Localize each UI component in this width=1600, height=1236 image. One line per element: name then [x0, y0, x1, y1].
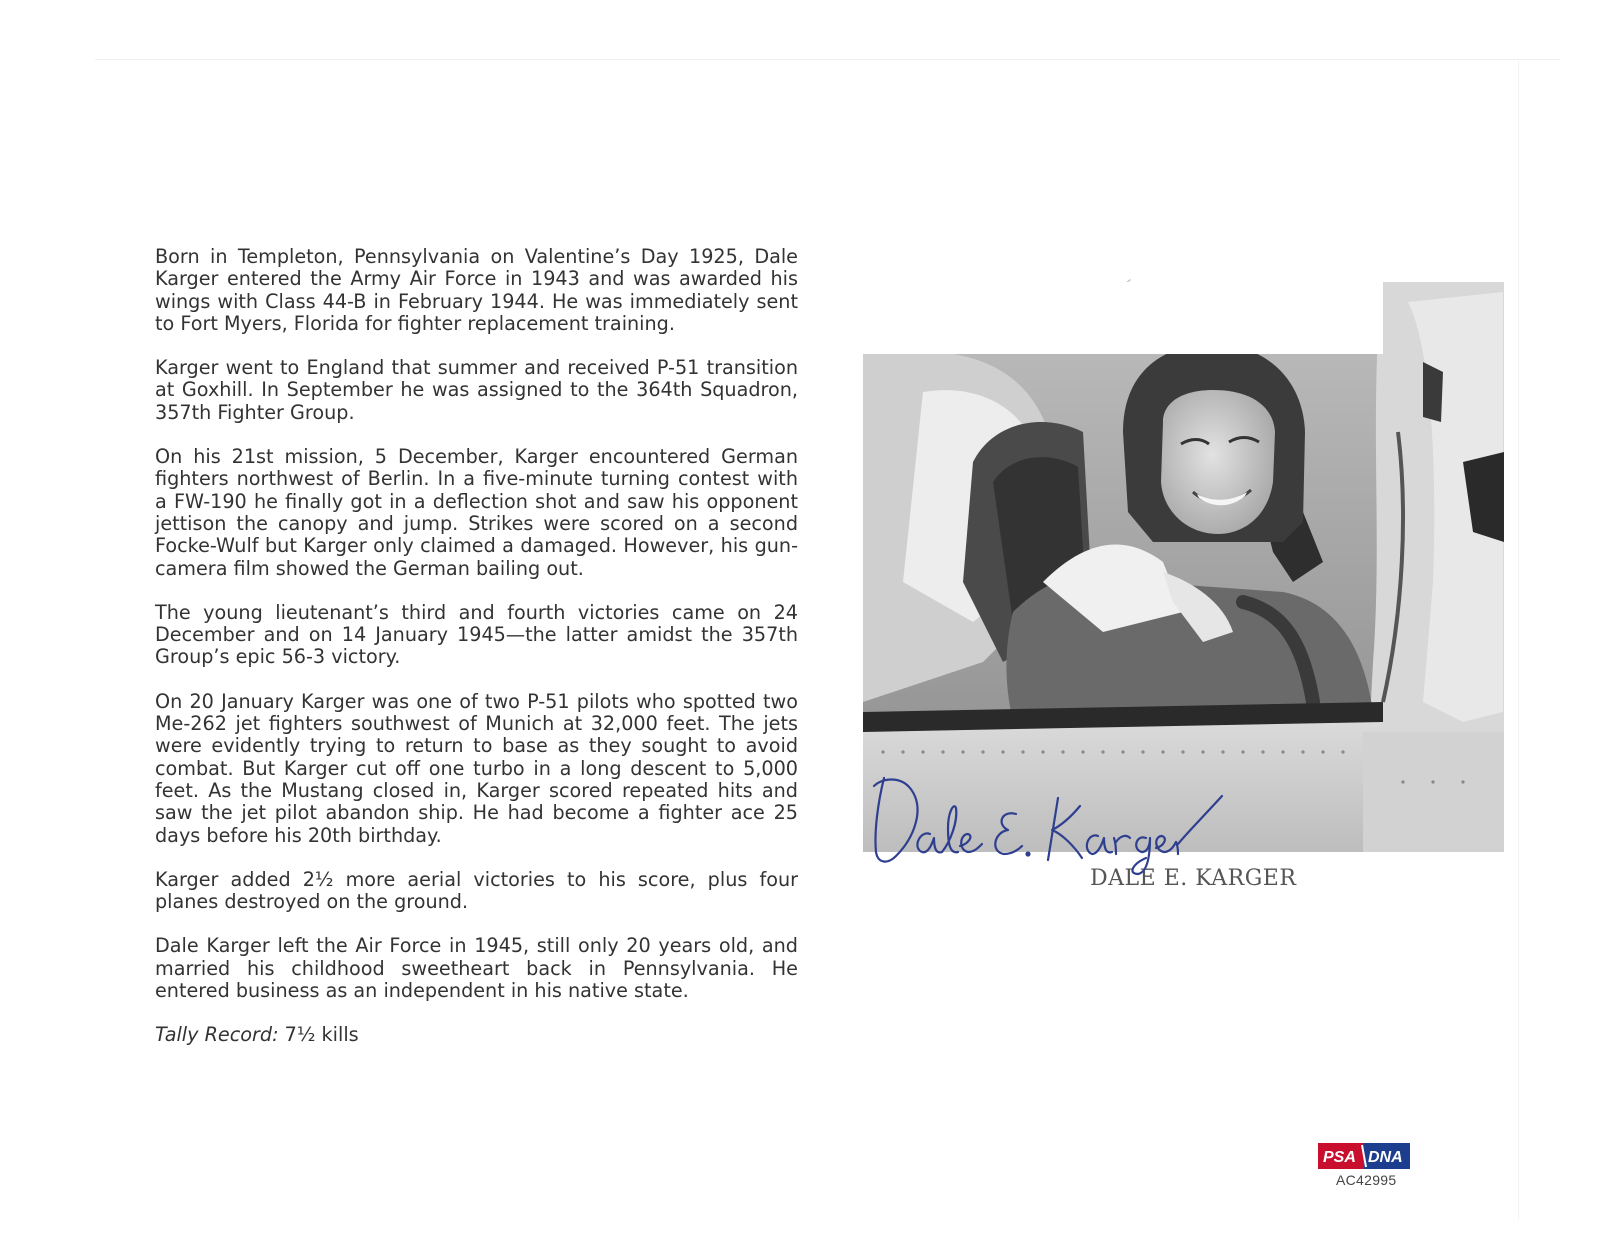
pilot-photo — [863, 282, 1504, 852]
bio-paragraph-1: Born in Templeton, Pennsylvania on Valentine’s Day 1925, Dale Karger entered the Army Air Force in 1943 and was awarded his wings with Class 44-B in February 1944. He was immediately sent to Fort Myers, Florida for fighter replacement training. — [155, 245, 798, 335]
psa-dna-logo — [1318, 1143, 1410, 1169]
photo-caption: DALE E. KARGER — [1090, 866, 1297, 891]
right-divider — [1518, 60, 1519, 1220]
tally-label: Tally Record: — [155, 1023, 279, 1047]
bio-paragraph-5: On 20 January Karger was one of two P-51 pilots who spotted two Me-262 jet fighters southwest of Munich at 32,000 feet. The jets were evidently trying to return to base as they sought to avoid combat. But Karger cut off one turbo in a long descent to 5,000 feet. As the Mustang closed in, Karger scored repeated hits and saw the jet pilot abandon ship. He had become a fighter ace 25 days before his 20th birthday. — [155, 689, 798, 847]
bio-paragraph-4: The young lieutenant’s third and fourth victories came on 24 December and on 14 January 1945—the latter amidst the 357th Group’s epic 56-3 victory. — [155, 600, 798, 669]
bio-paragraph-3: On his 21st mission, 5 December, Karger encountered German fighters northwest of Berlin. In a five-minute turning contest with a FW-190 he finally got in a deflection shot and saw his opponent jettison the canopy and jump. Strikes were scored on a second Focke-Wulf but Karger only claimed a damaged. However, his gun-camera film showed the German bailing out. — [155, 445, 798, 580]
bio-paragraph-6: Karger added 2½ more aerial victories to his score, plus four planes destroyed on the ground. — [155, 867, 798, 914]
tally-record — [155, 1024, 798, 1046]
authentication-sticker — [1318, 1143, 1410, 1188]
top-divider — [95, 59, 1560, 60]
svg-text:DNA: DNA — [1368, 1149, 1403, 1166]
certificate-number: AC42995 — [1336, 1172, 1397, 1188]
bio-paragraph-2: Karger went to England that summer and received P-51 transition at Goxhill. In September he was assigned to the 364th Squadron, 357th Fighter Group. — [155, 356, 798, 424]
signature-image — [870, 772, 1240, 882]
svg-text:PSA: PSA — [1323, 1149, 1356, 1166]
tally-value: 7½ kills — [278, 1023, 359, 1047]
pilot-photo-container — [863, 282, 1504, 852]
bio-paragraph-7: Dale Karger left the Air Force in 1945, still only 20 years old, and married his childhood sweetheart back in Pennsylvania. He entered business as an independent in his native state. — [155, 934, 798, 1003]
biography-text — [155, 246, 798, 1069]
